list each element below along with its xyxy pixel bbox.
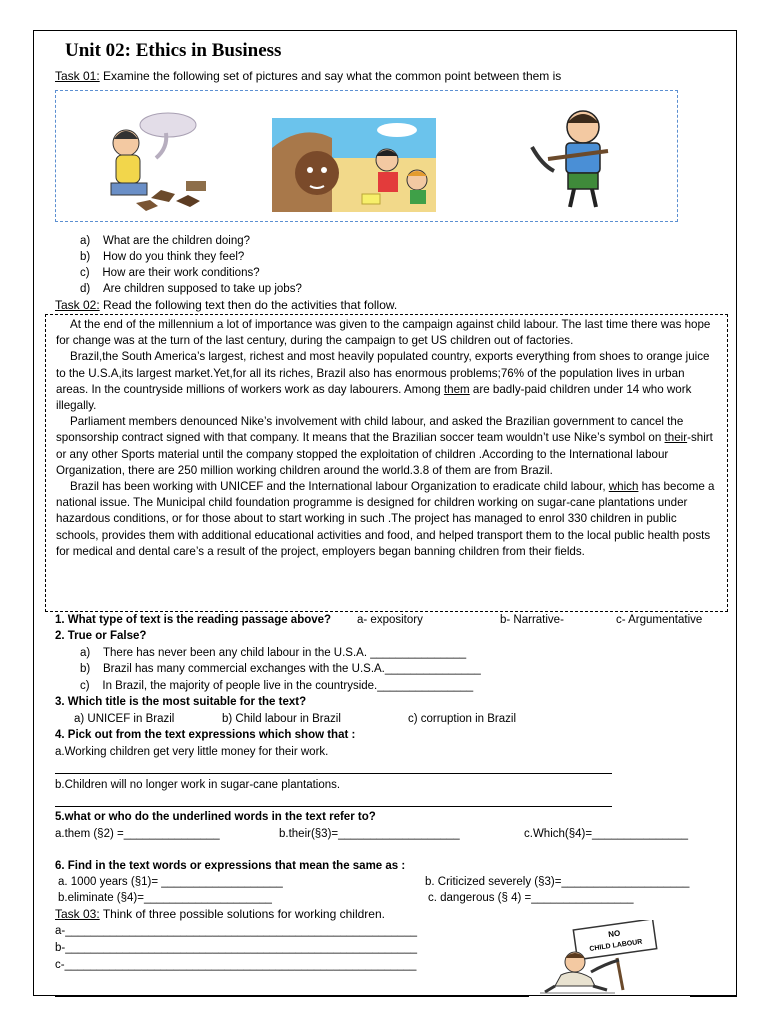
task1-label: Task 01:	[55, 69, 100, 83]
q6-item-b: b. Criticized severely (§3)=____________________	[425, 876, 690, 888]
q3-option-a: a) UNICEF in Brazil	[74, 713, 175, 725]
task3-text: Think of three possible solutions for working children.	[99, 907, 385, 921]
task3-line-c[interactable]: c-_______________________________________________________	[55, 959, 417, 971]
task1-text: Examine the following set of pictures and say what the common point between them is	[99, 69, 562, 83]
task3-line-b[interactable]: b-_______________________________________________________	[55, 942, 417, 954]
task1-instruction	[55, 69, 561, 83]
task1-question-a: a) What are the children doing?	[80, 235, 251, 247]
q2-item-b: b) Brazil has many commercial exchanges with the U.S.A._______________	[80, 663, 481, 675]
task3-instruction	[55, 907, 385, 921]
task1-question-b: b) How do you think they feel?	[80, 251, 245, 263]
underlined-which: which	[608, 480, 639, 494]
q1-option-c: c- Argumentative	[616, 614, 703, 626]
reading-passage	[45, 314, 728, 612]
child-miner-picture	[528, 107, 628, 211]
q5-item-b: b.their(§3)=___________________	[279, 828, 460, 840]
q2-item-a: a) There has never been any child labour in the U.S.A. _______________	[80, 647, 467, 659]
task1-question-c: c) How are their work conditions?	[80, 267, 260, 279]
paragraph-3: Parliament members denounced Nike’s involvement with child labour, and asked the Brazilian government to cancel the sponsorship contract signed with that company. It means that the Brazilian soccer team wouldn’t use Nike’s symbol on their-shirt or any other Sports material until the company stopped the exploitation of children .According to the International labour Organization, there are 250 million working children around the world.3.8 of them are from Brazil.	[56, 415, 713, 477]
q3-option-c: c) corruption in Brazil	[408, 713, 517, 725]
question-5: 5.what or who do the underlined words in the text refer to?	[55, 811, 376, 823]
underlined-them: them	[443, 382, 470, 396]
q2-item-c: c) In Brazil, the majority of people live in the countryside._______________	[80, 680, 474, 692]
q3-option-b: b) Child labour in Brazil	[222, 713, 341, 725]
bottom-line-right	[690, 996, 737, 997]
q4-item-b: b.Children will no longer work in sugar-cane plantations.	[55, 779, 341, 791]
paragraph-4: Brazil has been working with UNICEF and the International labour Organization to eradicate child labour, which has become a national issue. The Municipal child foundation programme is designed for children working on sugar-cane plantations under hazardous conditions, or for those about to start working in such .The project has managed to enrol 330 children in public schools, provides them with additional educational activities and food, and helped transport them to the local public health posts for medical and dental care’s a result of the project, employers began banning children from their fields.	[56, 480, 715, 558]
task2-instruction	[55, 298, 397, 312]
q6-item-c: b.eliminate (§4)=____________________	[58, 892, 272, 904]
q4-item-a: a.Working children get very little money for their work.	[55, 746, 329, 758]
q6-item-a: a. 1000 years (§1)= ___________________	[58, 876, 283, 888]
child-shoemaker-picture	[96, 103, 216, 215]
task2-text: Read the following text then do the activities that follow.	[99, 298, 398, 312]
sign-line-2: CHILD LABOUR	[589, 938, 643, 953]
task1-question-d: d) Are children supposed to take up jobs?	[80, 283, 302, 295]
question-3: 3. Which title is the most suitable for the text?	[55, 696, 307, 708]
children-beach-picture	[272, 118, 436, 212]
q6-item-d: c. dangerous (§ 4) =________________	[428, 892, 634, 904]
question-1: 1. What type of text is the reading passage above?	[55, 614, 332, 626]
task3-label: Task 03:	[55, 907, 100, 921]
q5-item-c: c.Which(§4)=_______________	[524, 828, 688, 840]
q1-option-a: a- expository	[357, 614, 423, 626]
q5-item-a: a.them (§2) =_______________	[55, 828, 220, 840]
task2-label: Task 02:	[55, 298, 100, 312]
q1-option-b: b- Narrative-	[500, 614, 564, 626]
page-title: Unit 02: Ethics in Business	[65, 40, 282, 61]
question-2: 2. True or False?	[55, 630, 147, 642]
question-6: 6. Find in the text words or expressions that mean the same as :	[55, 860, 406, 872]
no-child-labour-picture	[535, 920, 675, 996]
pictures-box	[55, 90, 678, 222]
underlined-their: their	[664, 431, 688, 445]
paragraph-1: At the end of the millennium a lot of importance was given to the campaign against child labour. The last time there was hope for change was at the turn of the last century, during the campaign to get US children out of factories.	[56, 318, 711, 348]
question-4: 4. Pick out from the text expressions which show that :	[55, 729, 356, 741]
task3-line-a[interactable]: a-_______________________________________________________	[55, 925, 417, 937]
paragraph-2: Brazil,the South America’s largest, richest and most heavily populated country, exports everything from shoes to orange juice to the U.S.A,its largest market.Yet,for all its riches, Brazil also has enormous problems;76% of the population lives in urban areas. In the countryside millions of workers work as day labourers. Among them are badly-paid children under 14 who work illegally.	[56, 350, 710, 413]
q4-answer-line-a[interactable]	[55, 773, 612, 774]
bottom-line-left	[55, 996, 529, 997]
sign-line-1: NO	[607, 928, 621, 940]
q4-answer-line-b[interactable]	[55, 806, 612, 807]
